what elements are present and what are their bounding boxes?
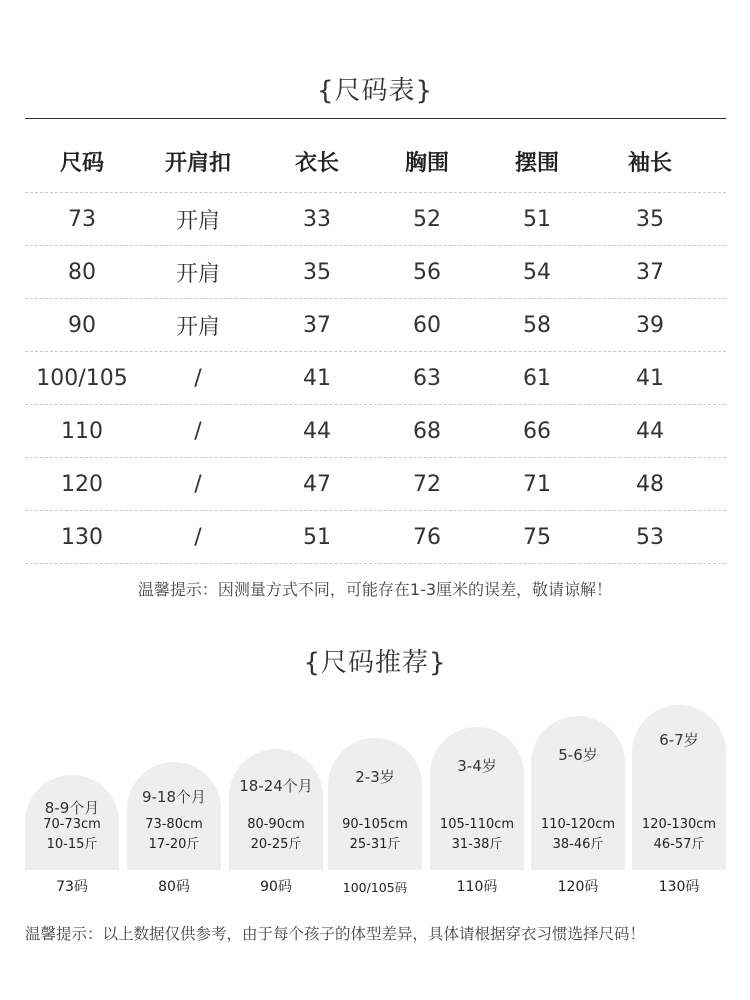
cell-chest: 63 [413, 365, 441, 391]
size-code: 120码 [557, 879, 599, 895]
age-label: 9-18个月 [141, 788, 207, 806]
table-header-row [25, 130, 726, 193]
cell-chest: 68 [413, 418, 441, 444]
cell-chest: 56 [413, 259, 441, 285]
cell-sleeve: 41 [636, 365, 664, 391]
cell-hem: 51 [523, 206, 551, 232]
weight-range: 31-38斤 [451, 837, 503, 852]
age-size-card [127, 762, 221, 870]
size-code: 100/105码 [342, 880, 408, 895]
weight-range: 20-25斤 [250, 837, 302, 852]
cell-size: 73 [68, 206, 96, 232]
weight-range: 38-46斤 [552, 837, 604, 852]
cell-shoulder-button: 开肩 [175, 261, 220, 287]
measurement-note: 温馨提示：因测量方式不同，可能存在1-3厘米的误差，敬请谅解！ [137, 580, 613, 599]
cell-size: 80 [68, 259, 96, 285]
size-code: 73码 [56, 879, 88, 895]
cell-shoulder-button: / [194, 524, 202, 550]
height-range: 90-105cm [342, 817, 408, 832]
table-row [25, 405, 726, 458]
cell-sleeve: 53 [636, 524, 664, 550]
table-top-divider [25, 118, 726, 119]
age-label: 2-3岁 [355, 768, 395, 786]
cell-sleeve: 48 [636, 471, 664, 497]
table-row [25, 299, 726, 352]
weight-range: 10-15斤 [46, 837, 98, 852]
height-range: 105-110cm [439, 817, 515, 832]
cell-sleeve: 37 [636, 259, 664, 285]
cell-length: 35 [303, 259, 331, 285]
table-row [25, 352, 726, 405]
cell-hem: 61 [523, 365, 551, 391]
size-code: 80码 [158, 879, 190, 895]
cell-length: 51 [303, 524, 331, 550]
height-range: 73-80cm [145, 817, 203, 832]
cell-chest: 52 [413, 206, 441, 232]
weight-range: 25-31斤 [349, 837, 401, 852]
header-hem: 摆围 [514, 150, 559, 176]
table-row [25, 193, 726, 246]
header-sleeve: 袖长 [627, 150, 672, 176]
age-label: 5-6岁 [558, 746, 598, 764]
cell-hem: 54 [523, 259, 551, 285]
cell-length: 47 [303, 471, 331, 497]
cell-shoulder-button: / [194, 471, 202, 497]
age-label: 18-24个月 [239, 777, 313, 795]
cell-shoulder-button: 开肩 [175, 314, 220, 340]
cell-size: 130 [61, 524, 103, 550]
cell-chest: 76 [413, 524, 441, 550]
age-label: 3-4岁 [457, 757, 497, 775]
cell-hem: 66 [523, 418, 551, 444]
cell-size: 110 [61, 418, 103, 444]
header-length: 衣长 [294, 150, 339, 176]
age-size-card [531, 716, 625, 870]
cell-length: 41 [303, 365, 331, 391]
header-chest: 胸围 [404, 150, 449, 176]
cell-length: 33 [303, 206, 331, 232]
table-row [25, 246, 726, 299]
recommendation-note: 温馨提示：以上数据仅供参考，由于每个孩子的体型差异，具体请根据穿衣习惯选择尺码！ [25, 925, 646, 943]
cell-sleeve: 39 [636, 312, 664, 338]
cell-shoulder-button: 开肩 [175, 208, 220, 234]
cell-size: 120 [61, 471, 103, 497]
size-recommendation-chart [0, 690, 750, 910]
size-recommendation-title: {尺码推荐} [303, 648, 447, 678]
header-shoulder-button: 开肩扣 [164, 150, 231, 176]
cell-size: 100/105 [36, 365, 128, 391]
size-table [25, 130, 726, 564]
age-size-card [430, 727, 524, 870]
height-range: 120-130cm [641, 817, 717, 832]
height-range: 110-120cm [540, 817, 616, 832]
age-label: 6-7岁 [659, 731, 699, 749]
cell-length: 44 [303, 418, 331, 444]
cell-sleeve: 35 [636, 206, 664, 232]
size-table-title: {尺码表} [316, 76, 434, 106]
age-label: 8-9个月 [44, 799, 100, 817]
table-row [25, 511, 726, 564]
table-row [25, 458, 726, 511]
cell-size: 90 [68, 312, 96, 338]
weight-range: 46-57斤 [653, 837, 705, 852]
cell-hem: 75 [523, 524, 551, 550]
age-size-card [229, 749, 323, 870]
cell-hem: 58 [523, 312, 551, 338]
size-code: 130码 [658, 879, 700, 895]
age-size-card [25, 775, 119, 870]
cell-chest: 60 [413, 312, 441, 338]
height-range: 70-73cm [43, 817, 101, 832]
cell-sleeve: 44 [636, 418, 664, 444]
cell-shoulder-button: / [194, 418, 202, 444]
header-size: 尺码 [59, 150, 104, 176]
size-code: 90码 [260, 879, 292, 895]
age-size-card [328, 738, 422, 870]
height-range: 80-90cm [247, 817, 305, 832]
cell-shoulder-button: / [194, 365, 202, 391]
size-code: 110码 [456, 879, 498, 895]
cell-length: 37 [303, 312, 331, 338]
age-size-card [632, 705, 726, 870]
cell-hem: 71 [523, 471, 551, 497]
cell-chest: 72 [413, 471, 441, 497]
weight-range: 17-20斤 [148, 837, 200, 852]
